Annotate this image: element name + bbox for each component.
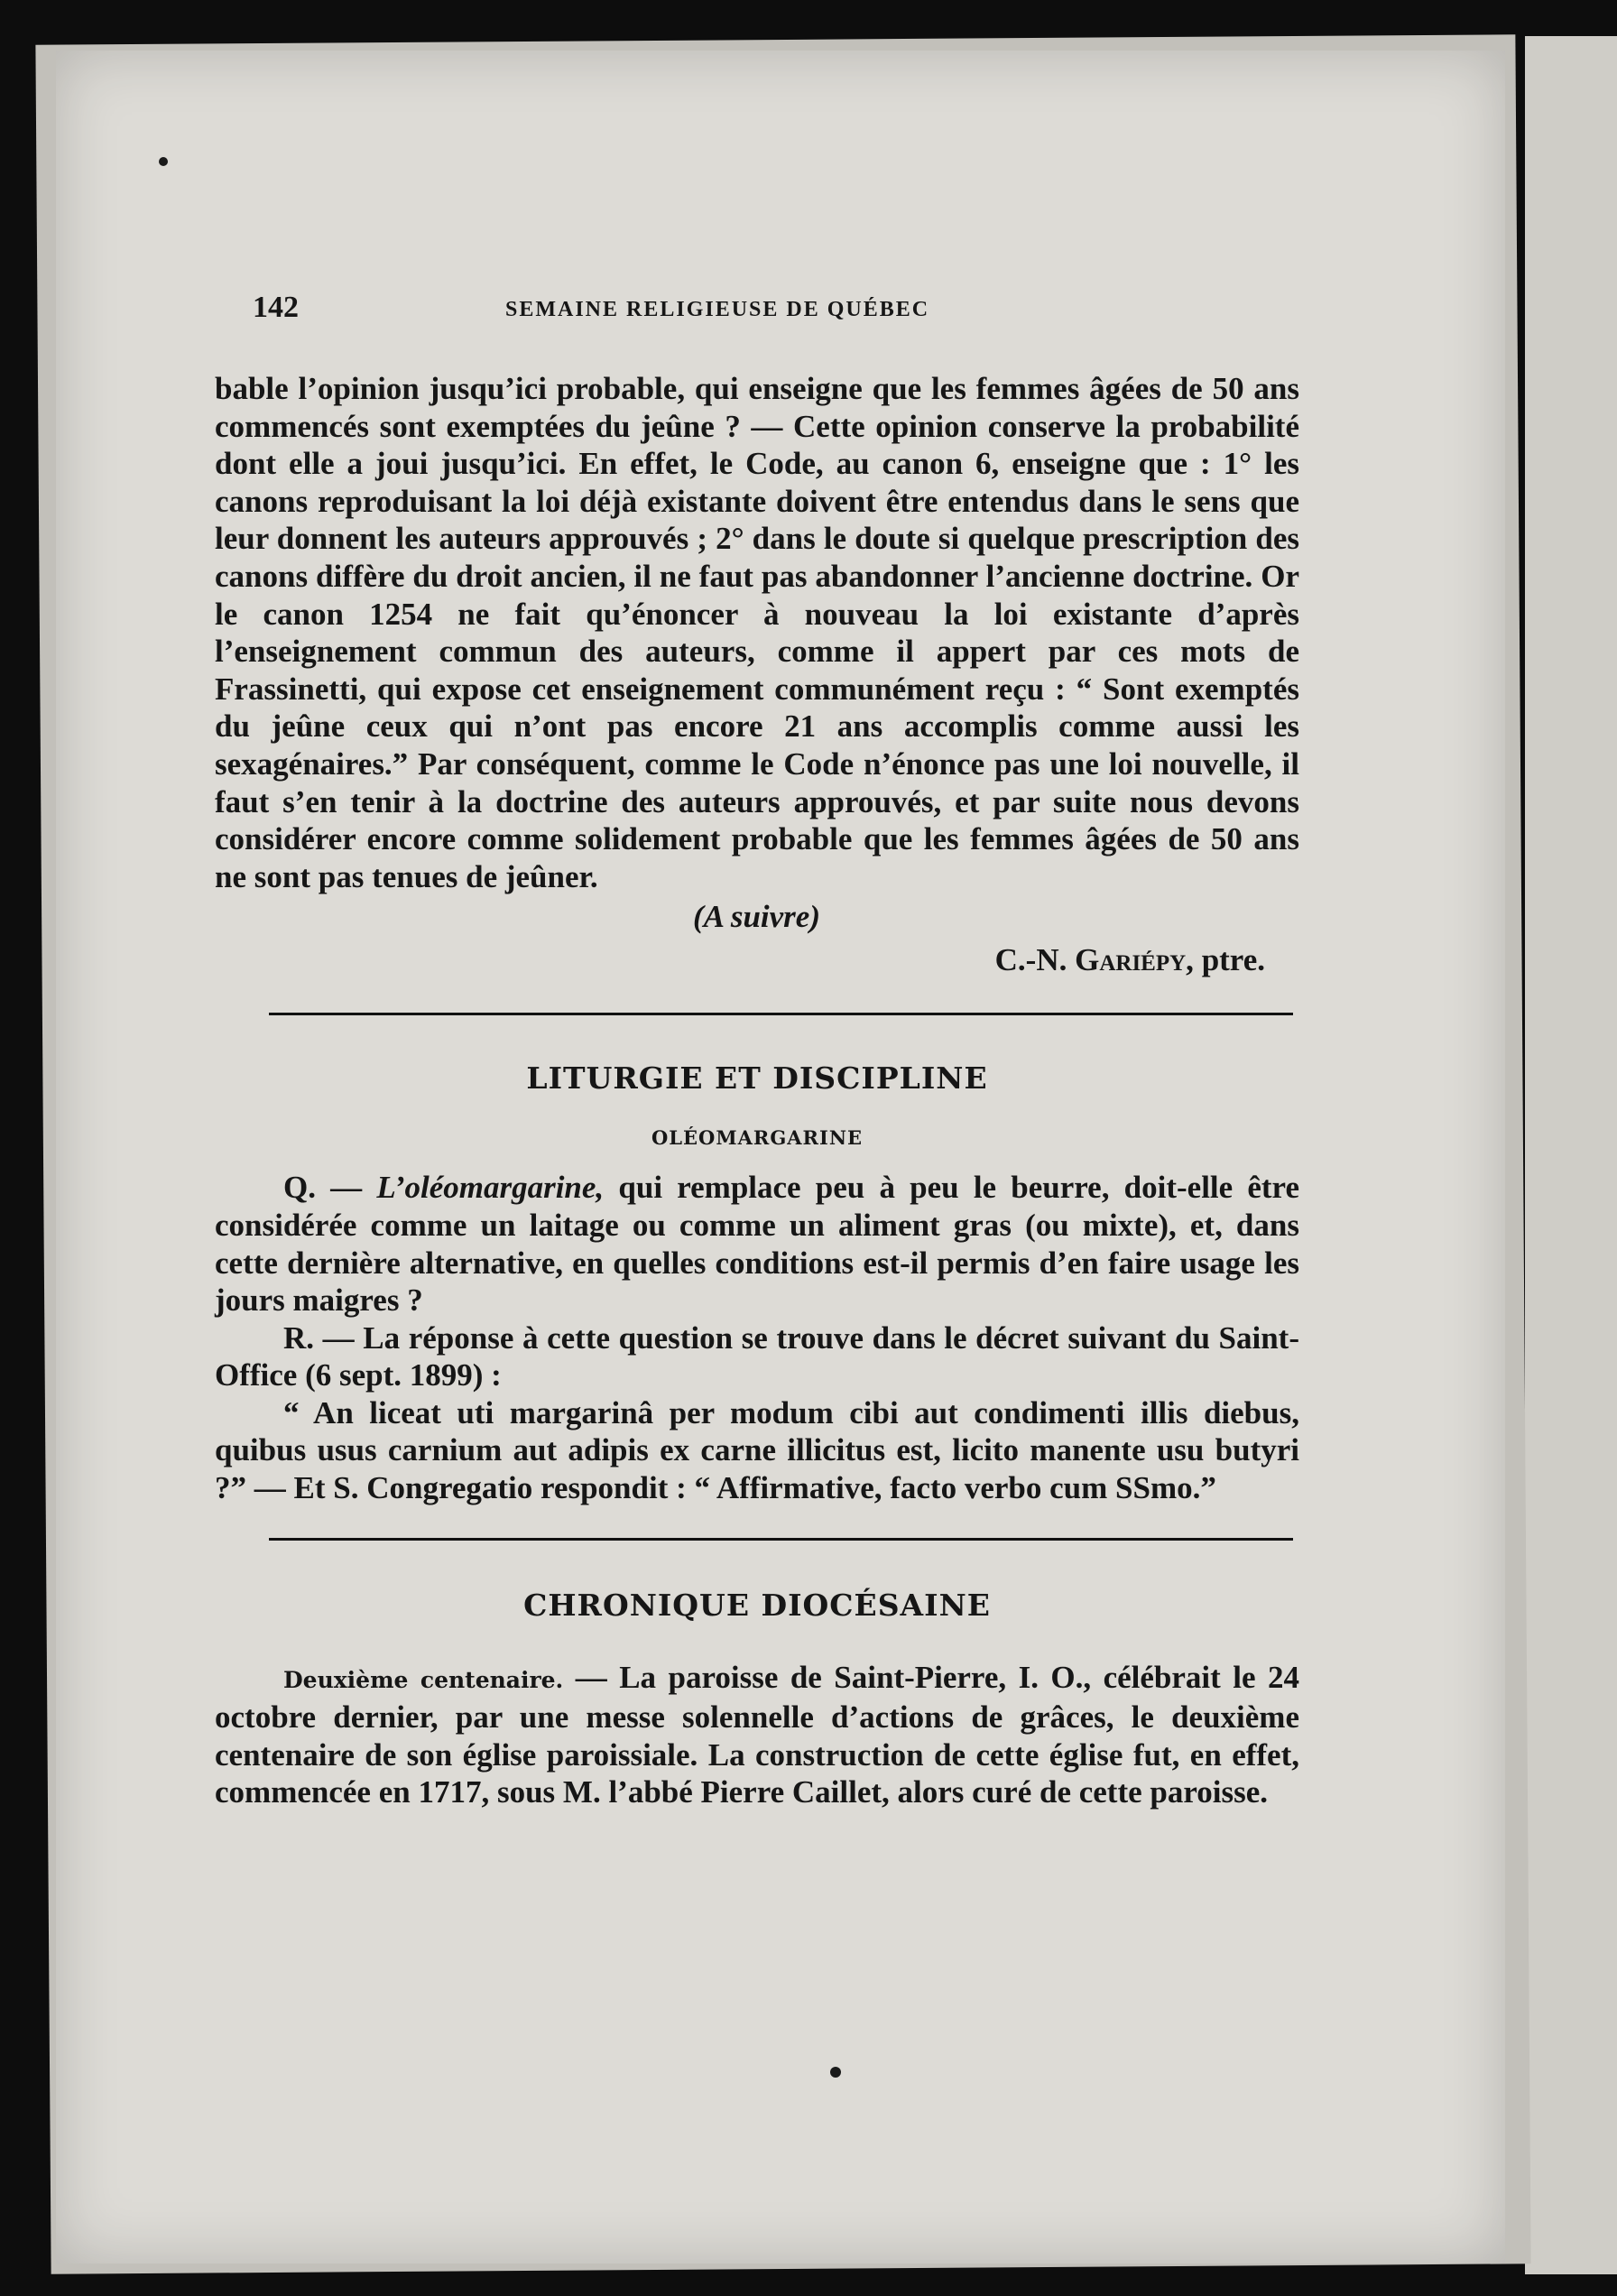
ink-speck [159,157,168,166]
running-title: SEMAINE RELIGIEUSE DE QUÉBEC [505,298,930,321]
section-title-liturgie: LITURGIE ET DISCIPLINE [526,1060,988,1097]
question-text: qui remplace peu à peu le beurre, doit-elle être considérée comme un laitage ou comme un aliment gras (ou mixte), et, dans cette dernière alternative, en quelles conditions est-il permis d’en faire usage les jours maigres ? [215,1170,1299,1319]
ink-speck [830,2067,841,2078]
page-number: 142 [253,291,299,324]
to-be-continued: (A suivre) [693,899,820,935]
question-paragraph [215,1169,1299,1319]
page-content [215,291,1299,1811]
question-term: L’oléomargarine, [376,1170,605,1206]
question-label: Q. — [283,1170,363,1206]
author-signature [215,942,1299,980]
adjacent-page-edge [1525,36,1617,2274]
section-divider [269,1538,1293,1541]
signature-initials: C.-N. [994,942,1067,978]
signature-name: Gariépy, [1075,942,1194,978]
entry-heading: Deuxième centenaire. [283,1666,564,1693]
section-divider [269,1013,1293,1015]
to-be-continued-row [215,899,1299,937]
running-head [215,291,1299,334]
signature-title: ptre. [1201,942,1265,978]
chronique-entry [215,1659,1299,1811]
answer-paragraph: R. — La réponse à cette question se trouve dans le décret suivant du Saint-Office (6 sept. 1899) : [215,1319,1299,1393]
decree-quote: “ An liceat uti margarinâ per modum cibi aut condimenti illis diebus, quibus usus carnium aut adipis ex carne illicitus est, licito manente usu butyri ?” — Et S. Congregatio respondit : “ Affirmative, facto verbo cum SSmo.” [215,1394,1299,1506]
entry-text: — La paroisse de Saint-Pierre, I. O., célébrait le 24 octobre dernier, par une messe solennelle d’actions de grâces, le deuxième centenaire de son église paroissiale. La construction de cette église fut, en effet, commencée en 1717, sous M. l’abbé Pierre Caillet, alors curé de cette paroisse. [215,1659,1300,1810]
section-title-chronique: CHRONIQUE DIOCÉSAINE [523,1587,991,1623]
article-continuation: bable l’opinion jusqu’ici probable, qui enseigne que les femmes âgées de 50 ans commencés sont exemptées du jeûne ? — Cette opinion conserve la probabilité dont elle a joui jusqu’ici. En effet, le Code, au canon 6, enseigne que : 1° les canons reproduisant la loi déjà existante doivent être entendus dans le sens que leur donnent les auteurs approuvés ; 2° dans le doute si quelque prescription des canons diffère du droit ancien, il ne faut pas abandonner l’ancienne doctrine. Or le canon 1254 ne fait qu’énoncer à nouveau la loi existante d’après l’enseignement commun des auteurs, comme il appert par ces mots de Frassinetti, qui expose cet enseignement communément reçu : “ Sont exemptés du jeûne ceux qui n’ont pas encore 21 ans accomplis comme aussi les sexagénaires.” Par conséquent, comme le Code n’énonce pas une loi nouvelle, il faut s’en tenir à la doctrine des auteurs approuvés, et par suite nous devons considérer encore comme solidement probable que les femmes âgées de 50 ans ne sont pas tenues de jeûner. [215,371,1299,894]
subsection-title-oleomargarine: OLÉOMARGARINE [651,1126,864,1150]
